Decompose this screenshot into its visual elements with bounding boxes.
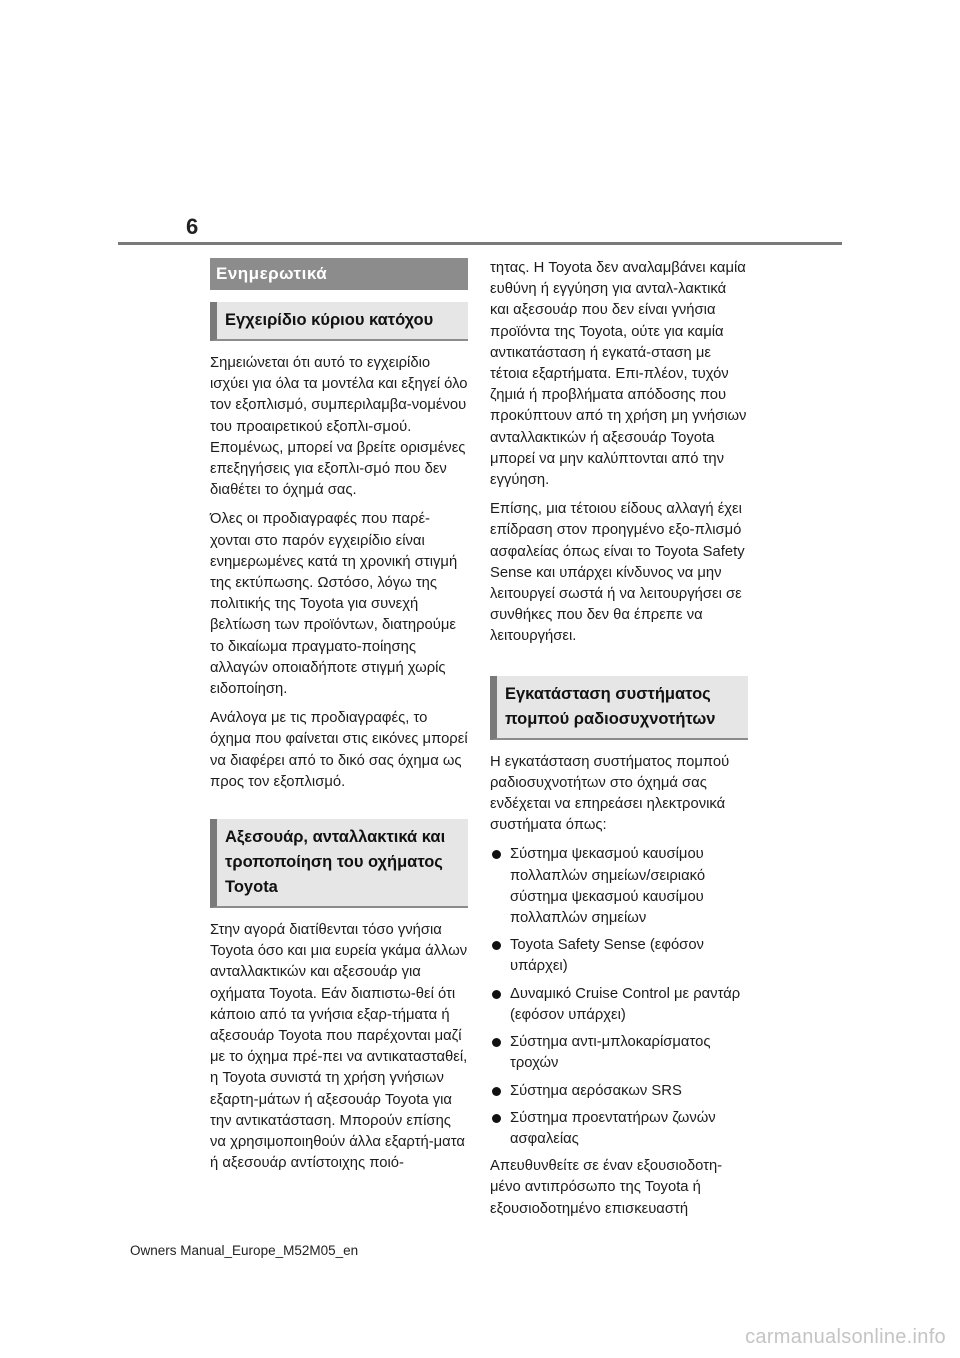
list-item: Toyota Safety Sense (εφόσον υπάρχει) bbox=[490, 935, 748, 977]
paragraph: Ανάλογα με τις προδιαγραφές, το όχημα που φαίνεται στις εικόνες μπορεί να διαφέρει από το δικό σας όχημα ως προς τον εξοπλισμό. bbox=[210, 710, 468, 790]
paragraph: Σημειώνεται ότι αυτό το εγχειρίδιο ισχύει για όλα τα μοντέλα και εξηγεί όλο τον εξοπλισμό, συμπεριλαμβα-νομένου του προαιρετικού εξοπλι-σμού. Επομένως, μπορεί να βρείτε ορισμένες επεξηγήσεις για εξοπλι-σμό που δεν διαθέτει το όχημά σας. bbox=[210, 355, 468, 499]
paragraph: Απευθυνθείτε σε έναν εξουσιοδοτη-μένο αντιπρόσωπο της Toyota ή εξουσιοδοτημένο επισκευαστή bbox=[490, 1158, 723, 1217]
footer-manual-id: Owners Manual_Europe_M52M05_en bbox=[130, 1243, 359, 1258]
subsection-accessories-heading: Αξεσουάρ, ανταλλακτικά και τροποποίηση του οχήματος Toyota bbox=[210, 819, 468, 908]
subsection-rf-transmitter-heading: Εγκατάσταση συστήματος πομπού ραδιοσυχνοτήτων bbox=[490, 676, 748, 740]
page-number: 6 bbox=[186, 214, 199, 239]
list-item: Δυναμικό Cruise Control με ραντάρ (εφόσον υπάρχει) bbox=[490, 984, 748, 1026]
section-title: Ενημερωτικά bbox=[210, 258, 468, 290]
paragraph: Επίσης, μια τέτοιου είδους αλλαγή έχει επίδραση στον προηγμένο εξο-πλισμό ασφαλείας όπως είναι το Toyota Safety Sense και υπάρχει κίνδυνος να μην λειτουργεί σωστά ή να λειτουργήσει σε συνθήκες που δεν θα έπρεπε να λειτουργήσει. bbox=[490, 501, 745, 645]
paragraph: Στην αγορά διατίθενται τόσο γνήσια Toyota όσο και μια ευρεία γκάμα άλλων ανταλλακτικών και αξεσουάρ για οχήματα Toyota. Εάν διαπιστω-θεί ότι κάποιο από τα γνήσια εξαρ-τήματα ή αξεσουάρ Toyota που παρέχονται μαζί με το όχημα πρέ-πει να αντικατασταθεί, η Toyota συνιστά τη χρήση γνήσιων εξαρτη-μάτων ή αξεσουάρ Toyota για την αντικατάσταση. Μπορούν επίσης να χρησιμοποιηθούν άλλα εξαρτή-ματα ή αξεσουάρ αντίστοιχης ποιό- bbox=[210, 922, 468, 1172]
affected-systems-list bbox=[490, 844, 748, 1150]
list-item: Σύστημα ψεκασμού καυσίμου πολλαπλών σημείων/σειριακό σύστημα ψεκασμού καυσίμου πολλαπλών σημείων bbox=[490, 844, 748, 929]
header-rule bbox=[118, 242, 842, 245]
list-item: Σύστημα αερόσακων SRS bbox=[490, 1081, 748, 1102]
paragraph: Όλες οι προδιαγραφές που παρέ-χονται στο παρόν εγχειρίδιο είναι ενημερωμένες κατά τη χρονική στιγμή της εκτύπωσης. Ωστόσο, λόγω της πολιτικής της Toyota για συνεχή βελτίωση των προϊόντων, διατηρούμε το δικαίωμα πραγματο-ποίησης αλλαγών οποιαδήποτε στιγμή χωρίς ειδοποίηση. bbox=[210, 511, 458, 698]
bullet-icon bbox=[492, 1114, 501, 1123]
bullet-icon bbox=[492, 850, 501, 859]
bullet-icon bbox=[492, 1038, 501, 1047]
paragraph: Η εγκατάσταση συστήματος πομπού ραδιοσυχνοτήτων στο όχημά σας ενδέχεται να επηρεάσει ηλεκτρονικά συστήματα όπως: bbox=[490, 753, 730, 834]
left-column bbox=[210, 258, 468, 1183]
right-column bbox=[490, 258, 748, 1228]
subsection-owners-manual-heading: Εγχειρίδιο κύριου κατόχου bbox=[210, 302, 468, 341]
list-item: Σύστημα προεντατήρων ζωνών ασφαλείας bbox=[490, 1108, 748, 1150]
paragraph: τητας. Η Toyota δεν αναλαμβάνει καμία ευθύνη ή εγγύηση για ανταλ-λακτικά και αξεσουάρ που δεν είναι γνήσια προϊόντα της Toyota, ούτε για καμία αντικατάσταση ή εγκατά-σταση με τέτοια εξαρτήματα. Επι-πλέον, τυχόν ζημιά ή προβλήματα απόδοσης που προκύπτουν από τη χρήση μη γνήσιων ανταλλακτικών ή αξεσουάρ Toyota μπορεί να μην καλύπτονται από την εγγύηση. bbox=[490, 260, 747, 489]
bullet-icon bbox=[492, 1087, 501, 1096]
list-item: Σύστημα αντι-μπλοκαρίσματος τροχών bbox=[490, 1032, 748, 1074]
bullet-icon bbox=[492, 990, 501, 999]
watermark: carmanualsonline.info bbox=[745, 1326, 946, 1348]
bullet-icon bbox=[492, 941, 501, 950]
